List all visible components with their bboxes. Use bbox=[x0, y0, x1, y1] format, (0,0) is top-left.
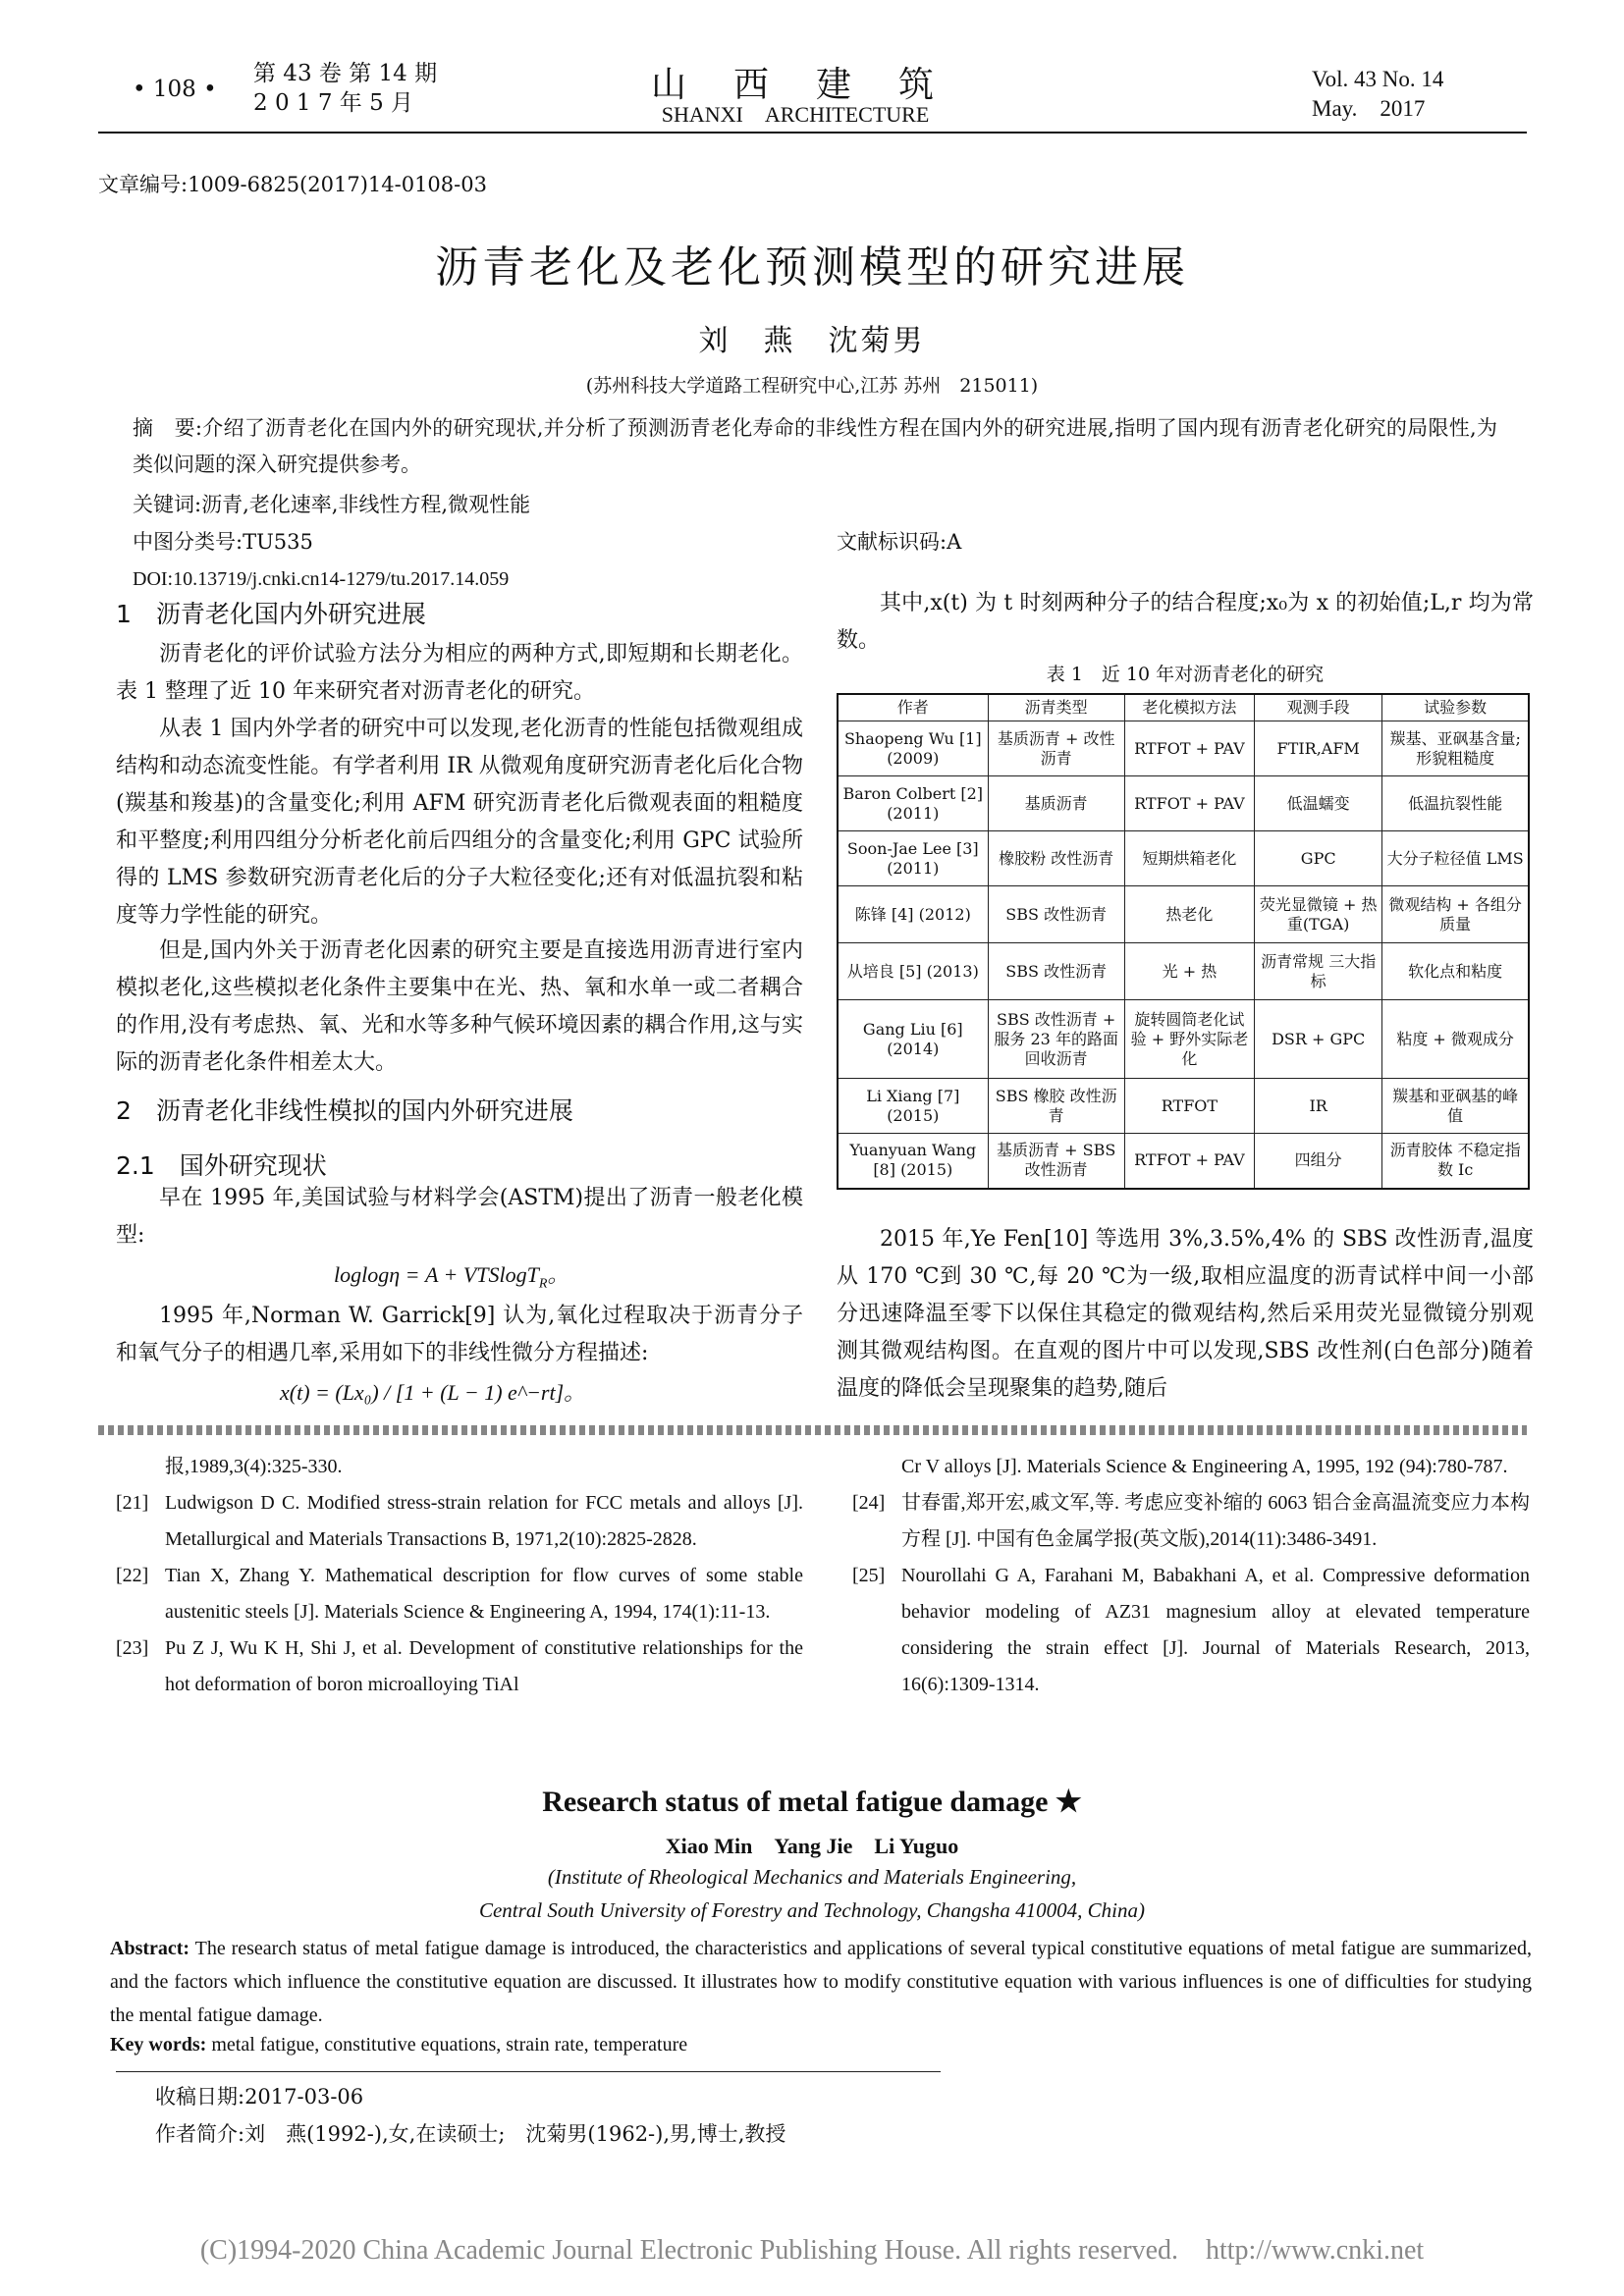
table-cell: RTFOT + PAV bbox=[1124, 1134, 1254, 1189]
table-cell: 沥青胶体 不稳定指数 Ic bbox=[1382, 1134, 1529, 1189]
footnote-rule bbox=[116, 2071, 941, 2072]
table-cell: 基质沥青 + 改性沥青 bbox=[988, 721, 1124, 776]
copyright-notice: (C)1994-2020 China Academic Journal Electronic Publishing House. All rights reserved. http://www.cnki.net bbox=[199, 2235, 1425, 2266]
table-header-cell: 试验参数 bbox=[1382, 694, 1529, 721]
table-cell: DSR + GPC bbox=[1255, 1000, 1382, 1079]
reference-item: [21] Ludwigson D C. Modified stress-strain relation for FCC metals and alloys [J]. Metallurgical and Materials Transactions B, 1971,2(10):2825-2828. bbox=[116, 1492, 803, 1550]
section-separator bbox=[98, 1425, 1527, 1435]
table-header-row bbox=[838, 694, 1529, 721]
english-title: Research status of metal fatigue damage ★ bbox=[542, 1786, 1082, 1818]
table-cell: 低温抗裂性能 bbox=[1382, 776, 1529, 831]
table-cell: SBS 改性沥青 bbox=[988, 943, 1124, 1000]
author-bio: 作者简介:刘 燕(1992-),女,在读硕士; 沈菊男(1962-),男,博士,教授 bbox=[155, 2122, 786, 2146]
table-cell: 旋转圆筒老化试验 + 野外实际老化 bbox=[1124, 1000, 1254, 1079]
table-cell: 基质沥青 + SBS 改性沥青 bbox=[988, 1134, 1124, 1189]
table-cell: Soon-Jae Lee [3] (2011) bbox=[838, 831, 988, 886]
received-date: 收稿日期:2017-03-06 bbox=[155, 2085, 364, 2109]
journal-title-zh: 山 西 建 筑 bbox=[650, 65, 940, 105]
table-cell: 软化点和粘度 bbox=[1382, 943, 1529, 1000]
section-2-1-heading: 2.1 国外研究现状 bbox=[116, 1151, 327, 1180]
equation-1: loglogη = A + VTSlogT$_R$。 bbox=[334, 1262, 569, 1292]
table-row bbox=[838, 721, 1529, 776]
doi: DOI:10.13719/j.cnki.cn14-1279/tu.2017.14.059 bbox=[133, 568, 510, 590]
table-cell: RTFOT + PAV bbox=[1124, 721, 1254, 776]
table-row bbox=[838, 1000, 1529, 1079]
table-header-cell: 观测手段 bbox=[1255, 694, 1382, 721]
journal-title-en: SHANXI ARCHITECTURE bbox=[661, 102, 930, 127]
article-id: 文章编号:1009-6825(2017)14-0108-03 bbox=[98, 173, 487, 196]
affiliation: (苏州科技大学道路工程研究中心,江苏 苏州 215011) bbox=[585, 375, 1039, 397]
reference-item: [24] 甘春雷,郑开宏,戚文军,等. 考虑应变补缩的 6063 铝合金高温流变应力本构方程 [J]. 中国有色金属学报(英文版),2014(11):3486-3491. bbox=[852, 1492, 1530, 1550]
page-number: • 108 • bbox=[133, 77, 217, 102]
issue-line-1: 第 43 卷 第 14 期 bbox=[253, 61, 438, 86]
table-cell: 低温蠕变 bbox=[1255, 776, 1382, 831]
english-keywords: Key words: metal fatigue, constitutive equations, strain rate, temperature bbox=[110, 2034, 688, 2056]
date-info: May. 2017 bbox=[1312, 96, 1426, 121]
table-cell: 基质沥青 bbox=[988, 776, 1124, 831]
section-2-heading: 2 沥青老化非线性模拟的国内外研究进展 bbox=[116, 1096, 573, 1125]
reference-item: Cr V alloys [J]. Materials Science & Engineering A, 1995, 192 (94):780-787. bbox=[901, 1456, 1508, 1477]
table-cell: IR bbox=[1255, 1079, 1382, 1134]
table-cell: SBS 改性沥青 + 服务 23 年的路面回收沥青 bbox=[988, 1000, 1124, 1079]
volume-info: Vol. 43 No. 14 bbox=[1312, 67, 1444, 91]
keywords-zh: 关键词:沥青,老化速率,非线性方程,微观性能 bbox=[133, 493, 531, 516]
issue-line-2: 2 0 1 7 年 5 月 bbox=[253, 90, 414, 116]
reference-item: [25] Nourollahi G A, Farahani M, Babakhani A, et al. Compressive deformation behavior modeling of AZ31 magnesium alloy at elevated temperature considering the strain effect [J]. Journal of Materials Research, 2013, 16(6):1309-1314. bbox=[852, 1565, 1530, 1695]
table-header-cell: 作者 bbox=[838, 694, 988, 721]
references-right bbox=[852, 1449, 1530, 1703]
table-cell: Baron Colbert [2] (2011) bbox=[838, 776, 988, 831]
table-cell: 橡胶粉 改性沥青 bbox=[988, 831, 1124, 886]
table-cell: SBS 改性沥青 bbox=[988, 886, 1124, 943]
table-row bbox=[838, 1079, 1529, 1134]
document-code: 文献标识码:A bbox=[837, 530, 962, 554]
table-cell: 从培良 [5] (2013) bbox=[838, 943, 988, 1000]
table-cell: 大分子粒径值 LMS bbox=[1382, 831, 1529, 886]
table-cell: SBS 橡胶 改性沥青 bbox=[988, 1079, 1124, 1134]
table-cell: 沥青常规 三大指标 bbox=[1255, 943, 1382, 1000]
authors: 刘 燕 沈菊男 bbox=[698, 324, 926, 358]
table-cell: RTFOT bbox=[1124, 1079, 1254, 1134]
table-row bbox=[838, 1134, 1529, 1189]
section-2-1-paragraph-2: 1995 年,Norman W. Garrick[9] 认为,氧化过程取决于沥青分子和氧气分子的相遇几率,采用如下的非线性微分方程描述: bbox=[116, 1304, 803, 1365]
equation-2: x(t) = (Lx₀) / [1 + (L − 1) e^−rt]。 bbox=[280, 1380, 586, 1405]
header-rule bbox=[98, 132, 1527, 133]
table-cell: GPC bbox=[1255, 831, 1382, 886]
table-header-cell: 老化模拟方法 bbox=[1124, 694, 1254, 721]
table-header-cell: 沥青类型 bbox=[988, 694, 1124, 721]
section-1-paragraph-2: 从表 1 国内外学者的研究中可以发现,老化沥青的性能包括微观组成结构和动态流变性能。有学者利用 IR 从微观角度研究沥青老化后化合物(羰基和羧基)的含量变化;利用 AFM 研究沥青老化后微观表面的粗糙度和平整度;利用四组分分析老化前后四组分的含量变化;利用 GPC 试验所得的 LMS 参数研究沥青老化后的分子大粒径变化;还有对低温抗裂和粘度等力学性能的研究。 bbox=[116, 717, 803, 928]
right-paragraph-2: 2015 年,Ye Fen[10] 等选用 3%,3.5%,4% 的 SBS 改性沥青,温度从 170 ℃到 30 ℃,每 20 ℃为一级,取相应温度的沥青试样中间一小部分迅速降温至零下以保住其稳定的微观结构,然后采用荧光显微镜分别观测其微观结构图。在直观的图片中可以发现,SBS 改性剂(白色部分)随着温度的降低会呈现聚集的趋势,随后 bbox=[837, 1227, 1534, 1401]
reference-item: [22] Tian X, Zhang Y. Mathematical description for flow curves of some stable austenitic steels [J]. Materials Science & Engineering A, 1994, 174(1):11-13. bbox=[116, 1565, 803, 1623]
right-paragraph-1: 其中,x(t) 为 t 时刻两种分子的结合程度;x₀为 x 的初始值;L,r 均为常数。 bbox=[837, 591, 1534, 653]
english-authors: Xiao Min Yang Jie Li Yuguo bbox=[665, 1834, 959, 1858]
section-2-1-paragraph-1: 早在 1995 年,美国试验与材料学会(ASTM)提出了沥青一般老化模型: bbox=[116, 1186, 803, 1248]
english-affiliation-2: Central South University of Forestry and Technology, Changsha 410004, China) bbox=[478, 1898, 1145, 1922]
table-cell: 羰基和亚砜基的峰值 bbox=[1382, 1079, 1529, 1134]
table-row bbox=[838, 943, 1529, 1000]
table-row bbox=[838, 831, 1529, 886]
abstract-zh: 摘 要:介绍了沥青老化在国内外的研究现状,并分析了预测沥青老化寿命的非线性方程在国内外的研究进展,指明了国内现有沥青老化研究的局限性,为类似问题的深入研究提供参考。 bbox=[133, 416, 1497, 476]
english-abstract: Abstract: The research status of metal fatigue damage is introduced, the characteristics and applications of several typical constitutive equations of metal fatigue are summarized, and the factors which influence the constitutive equation are discussed. It illustrates how to modify constitutive equation with various influences is one of difficulties for studying the mental fatigue damage. bbox=[110, 1938, 1532, 2026]
table-cell: Yuanyuan Wang [8] (2015) bbox=[838, 1134, 988, 1189]
table-cell: 荧光显微镜 + 热重(TGA) bbox=[1255, 886, 1382, 943]
article-title: 沥青老化及老化预测模型的研究进展 bbox=[435, 242, 1189, 293]
section-1-heading: 1 沥青老化国内外研究进展 bbox=[116, 600, 426, 628]
table-cell: Li Xiang [7] (2015) bbox=[838, 1079, 988, 1134]
table-cell: Gang Liu [6] (2014) bbox=[838, 1000, 988, 1079]
section-1-paragraph-1: 沥青老化的评价试验方法分为相应的两种方式,即短期和长期老化。表 1 整理了近 10 年来研究者对沥青老化的研究。 bbox=[116, 642, 803, 704]
clc-number: 中图分类号:TU535 bbox=[133, 530, 313, 554]
table-cell: RTFOT + PAV bbox=[1124, 776, 1254, 831]
table-row bbox=[838, 776, 1529, 831]
table-cell: 四组分 bbox=[1255, 1134, 1382, 1189]
section-1-paragraph-3: 但是,国内外关于沥青老化因素的研究主要是直接选用沥青进行室内模拟老化,这些模拟老化条件主要集中在光、热、氧和水单一或二者耦合的作用,没有考虑热、氧、光和水等多种气候环境因素的耦合作用,这与实际的沥青老化条件相差太大。 bbox=[116, 938, 803, 1075]
english-affiliation-1: (Institute of Rheological Mechanics and Materials Engineering, bbox=[547, 1865, 1077, 1889]
table-row bbox=[838, 886, 1529, 943]
table-cell: 微观结构 + 各组分质量 bbox=[1382, 886, 1529, 943]
star-icon: ★ bbox=[1055, 1786, 1082, 1818]
table-caption: 表 1 近 10 年对沥青老化的研究 bbox=[1046, 664, 1325, 685]
table-cell: 陈锋 [4] (2012) bbox=[838, 886, 988, 943]
table-cell: Shaopeng Wu [1] (2009) bbox=[838, 721, 988, 776]
table-cell: 粘度 + 微观成分 bbox=[1382, 1000, 1529, 1079]
table-cell: 短期烘箱老化 bbox=[1124, 831, 1254, 886]
table-cell: 热老化 bbox=[1124, 886, 1254, 943]
reference-item: 报,1989,3(4):325-330. bbox=[165, 1456, 343, 1477]
table-cell: 羰基、亚砜基含量;形貌粗糙度 bbox=[1382, 721, 1529, 776]
references-left bbox=[116, 1449, 803, 1703]
table-cell: FTIR,AFM bbox=[1255, 721, 1382, 776]
table-cell: 光 + 热 bbox=[1124, 943, 1254, 1000]
reference-item: [23] Pu Z J, Wu K H, Shi J, et al. Development of constitutive relationships for the hot deformation of boron microalloying TiAl bbox=[116, 1637, 803, 1695]
table-1 bbox=[837, 693, 1530, 1190]
